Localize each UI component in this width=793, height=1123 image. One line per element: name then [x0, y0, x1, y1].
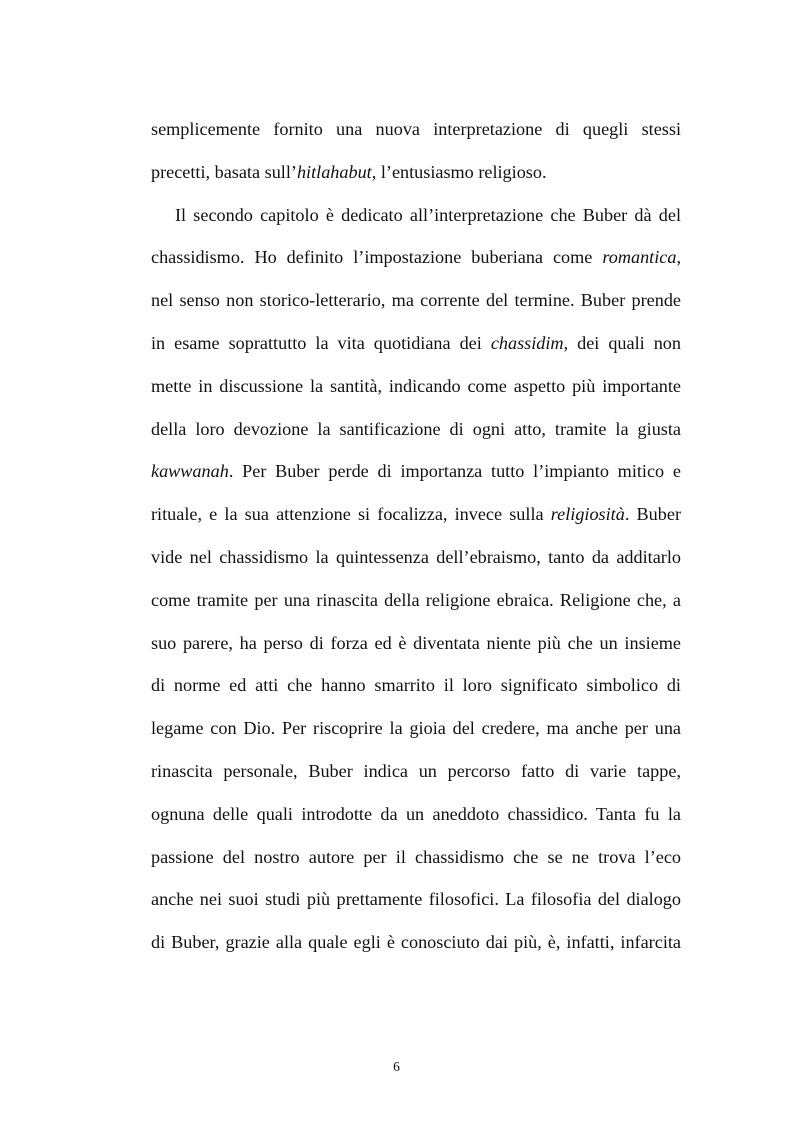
italic-term: chassidim: [490, 332, 564, 353]
text-line: in esame soprattutto la vita quotidiana dei chassidim, dei quali non: [151, 332, 681, 353]
text-line: nel senso non storico-letterario, ma corrente del termine. Buber prende: [151, 290, 681, 311]
text-line: Il secondo capitolo è dedicato all’interpretazione che Buber dà del: [175, 204, 681, 225]
text-line: suo parere, ha perso di forza ed è diventata niente più che un insieme: [151, 632, 681, 653]
text-line: rinascita personale, Buber indica un percorso fatto di varie tappe,: [151, 760, 681, 781]
text-line: precetti, basata sull’hitlahabut, l’entusiasmo religioso.: [151, 161, 547, 182]
body-text: [151, 108, 681, 964]
italic-term: kawwanah: [151, 461, 229, 482]
text-line: rituale, e la sua attenzione si focalizza, invece sulla religiosità. Buber: [151, 504, 681, 525]
text-line: mette in discussione la santità, indicando come aspetto più importante: [151, 375, 681, 396]
text-line: chassidismo. Ho definito l’impostazione buberiana come romantica,: [151, 247, 681, 268]
text-line: di Buber, grazie alla quale egli è conosciuto dai più, è, infatti, infarcita: [151, 932, 681, 953]
page-number: 6: [393, 1059, 400, 1074]
text-line: kawwanah. Per Buber perde di importanza tutto l’impianto mitico e: [151, 461, 681, 482]
text-line: legame con Dio. Per riscoprire la gioia del credere, ma anche per una: [151, 718, 681, 739]
italic-term: romantica: [602, 247, 677, 268]
text-line: semplicemente fornito una nuova interpretazione di quegli stessi: [151, 119, 681, 139]
italic-term: religiosità: [550, 504, 625, 525]
text-line: di norme ed atti che hanno smarrito il loro significato simbolico di: [151, 675, 681, 696]
text-line: vide nel chassidismo la quintessenza dell’ebraismo, tanto da additarlo: [151, 546, 681, 567]
text-line: della loro devozione la santificazione di ogni atto, tramite la giusta: [151, 418, 681, 439]
text-line: anche nei suoi studi più prettamente filosofici. La filosofia del dialogo: [151, 889, 681, 910]
text-line: passione del nostro autore per il chassidismo che se ne trova l’eco: [151, 846, 681, 867]
text-line: come tramite per una rinascita della religione ebraica. Religione che, a: [151, 589, 681, 610]
text-line: ognuna delle quali introdotte da un aneddoto chassidico. Tanta fu la: [151, 803, 681, 824]
italic-term: hitlahabut: [296, 161, 372, 182]
